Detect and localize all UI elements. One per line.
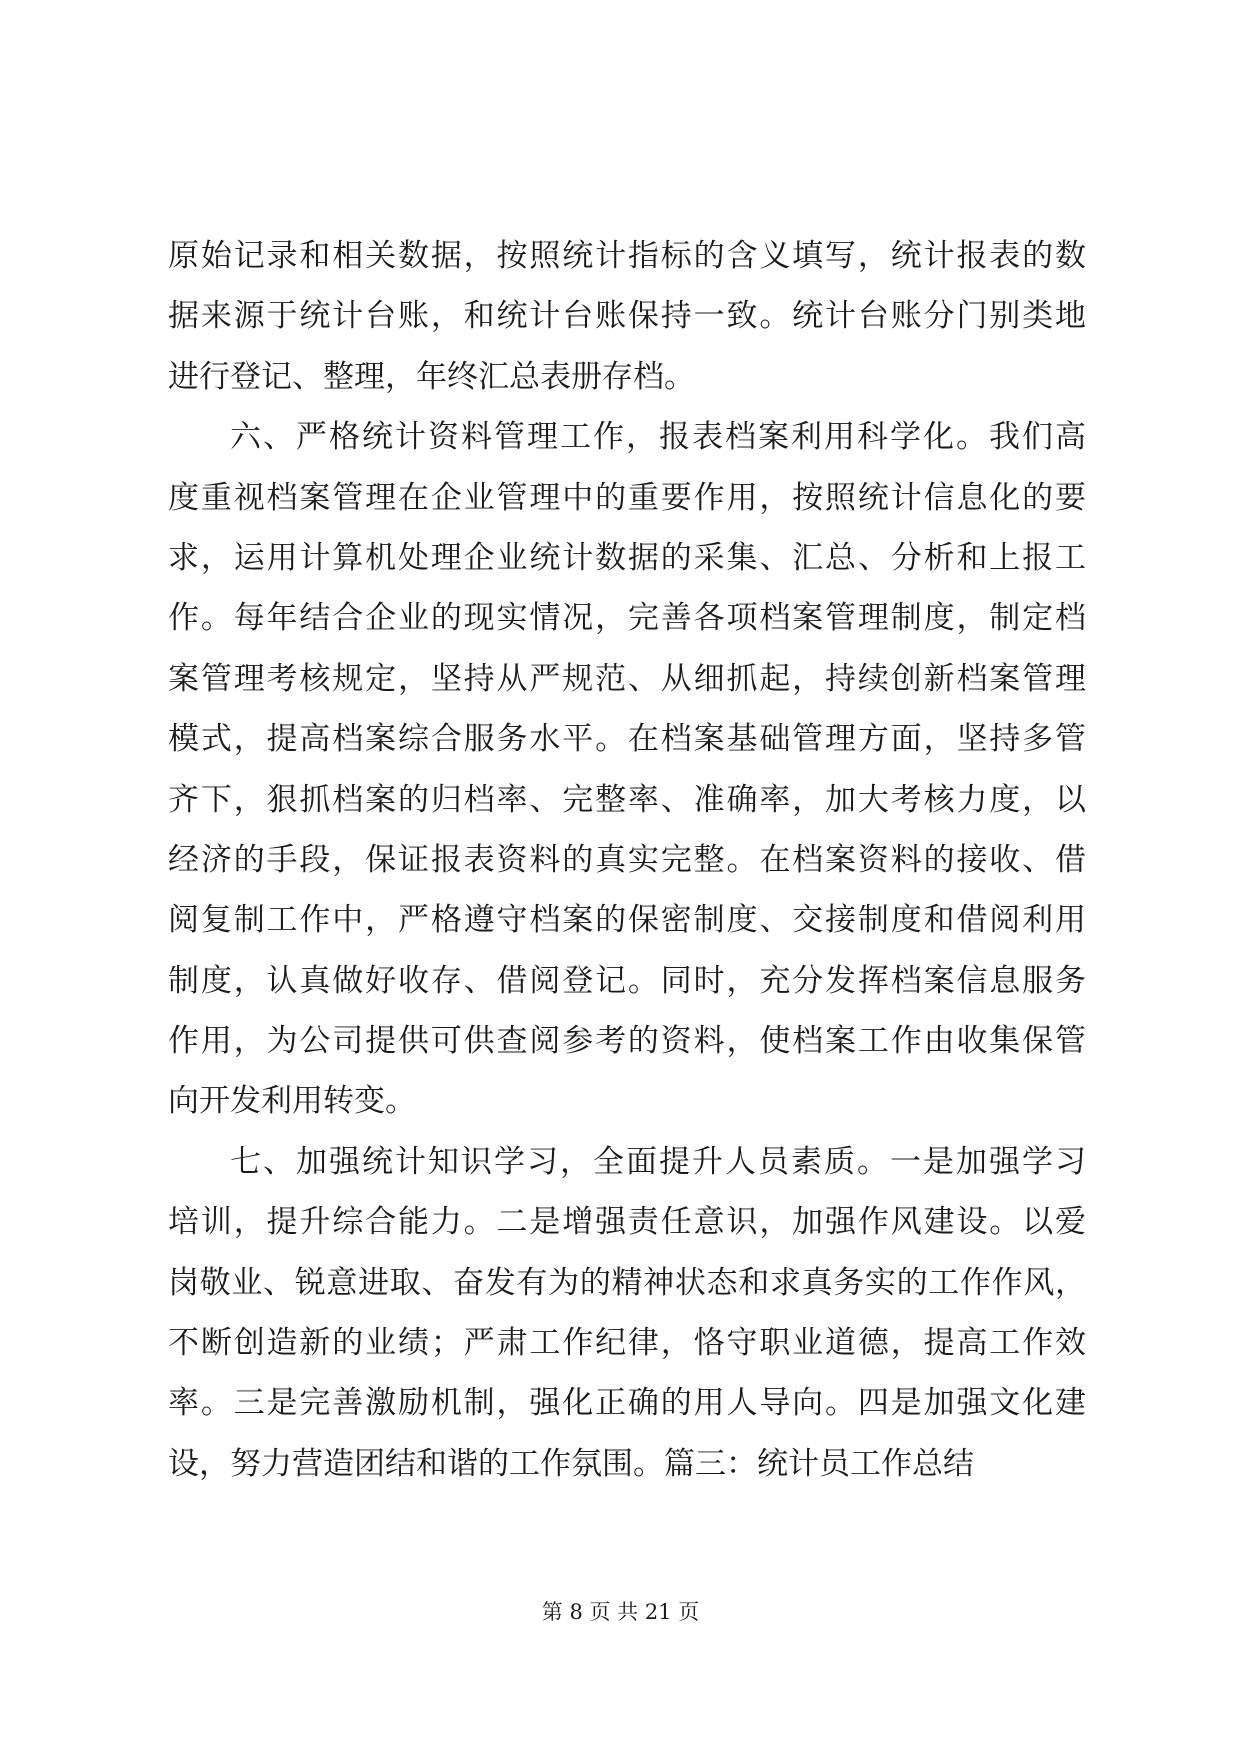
text-line: 据来源于统计台账，和统计台账保持一致。统计台账分门别类地 — [168, 298, 1086, 335]
text-line: 作用，为公司提供可供查阅参考的资料，使档案工作由收集保管 — [168, 1023, 1086, 1060]
text-line: 作。每年结合企业的现实情况，完善各项档案管理制度，制定档 — [168, 600, 1086, 637]
paragraph-2 — [168, 407, 1086, 1132]
text-line: 齐下，狠抓档案的归档率、完整率、准确率，加大考核力度，以 — [168, 781, 1086, 818]
text-line: 向开发利用转变。 — [168, 1083, 416, 1120]
text-line: 经济的手段，保证报表资料的真实完整。在档案资料的接收、借 — [168, 841, 1086, 878]
text-line: 度重视档案管理在企业管理中的重要作用，按照统计信息化的要 — [168, 479, 1086, 516]
body-text — [168, 226, 1086, 1494]
text-line: 求，运用计算机处理企业统计数据的采集、汇总、分析和上报工 — [168, 539, 1086, 576]
text-line: 制度，认真做好收存、借阅登记。同时，充分发挥档案信息服务 — [168, 962, 1086, 999]
text-line: 模式，提高档案综合服务水平。在档案基础管理方面，坚持多管 — [168, 721, 1086, 758]
text-line: 率。三是完善激励机制，强化正确的用人导向。四是加强文化建 — [168, 1385, 1086, 1422]
text-line: 进行登记、整理，年终汇总表册存档。 — [168, 358, 695, 395]
text-line: 培训，提升综合能力。二是增强责任意识，加强作风建设。以爱 — [168, 1204, 1086, 1241]
text-line: 岗敬业、锐意进取、奋发有为的精神状态和求真务实的工作作风， — [168, 1264, 1086, 1301]
text-line: 设，努力营造团结和谐的工作氛围。篇三：统计员工作总结 — [168, 1445, 974, 1482]
text-line: 不断创造新的业绩；严肃工作纪律，恪守职业道德，提高工作效 — [168, 1325, 1086, 1362]
text-line: 阅复制工作中，严格遵守档案的保密制度、交接制度和借阅利用 — [168, 902, 1086, 939]
text-line: 案管理考核规定，坚持从严规范、从细抓起，持续创新档案管理 — [168, 660, 1086, 697]
paragraph-1 — [168, 226, 1086, 407]
text-line: 原始记录和相关数据，按照统计指标的含义填写，统计报表的数 — [168, 238, 1086, 274]
text-line: 六、严格统计资料管理工作，报表档案利用科学化。我们高 — [230, 419, 1086, 456]
paragraph-3 — [168, 1132, 1086, 1494]
page-number: 第 8 页 共 21 页 — [541, 1600, 700, 1624]
text-line: 七、加强统计知识学习，全面提升人员素质。一是加强学习 — [230, 1143, 1086, 1180]
